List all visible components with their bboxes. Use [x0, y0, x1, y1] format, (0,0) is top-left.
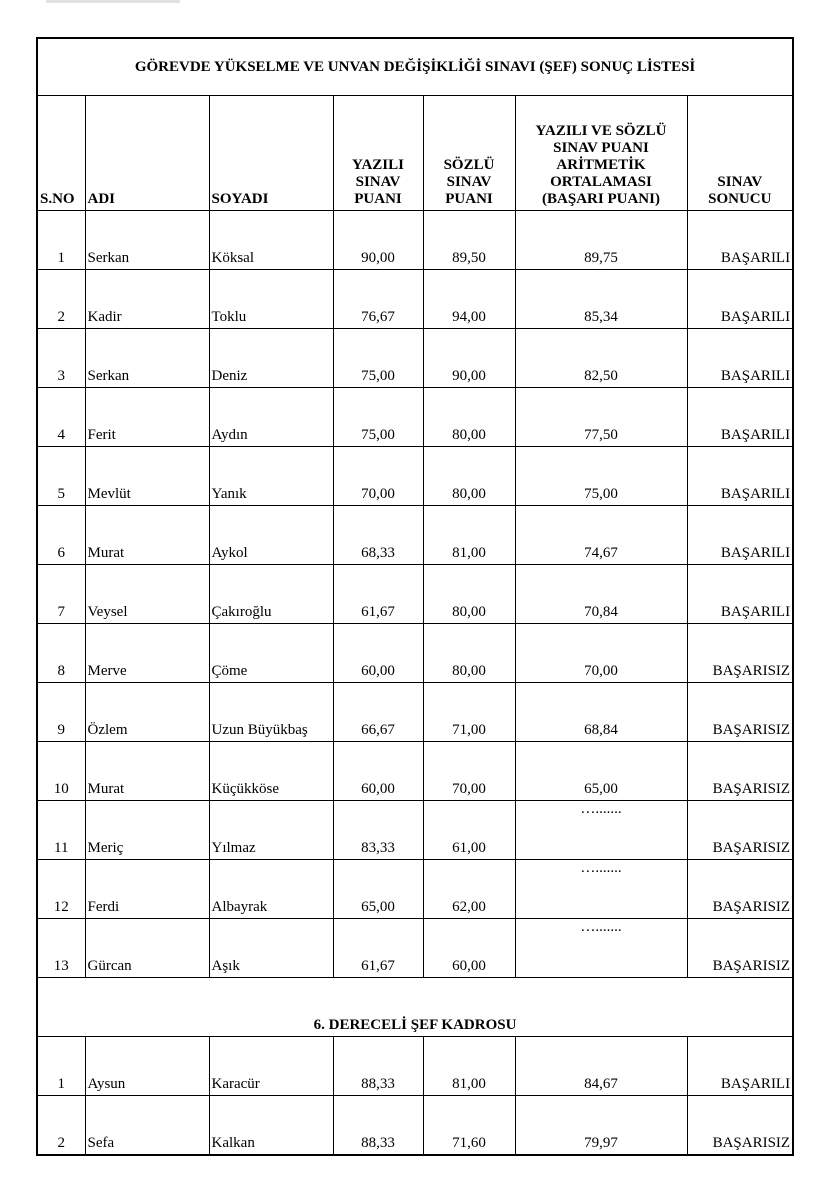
cell-soyadi: Uzun Büyükbaş: [209, 683, 333, 742]
cell-adi: Mevlüt: [85, 447, 209, 506]
header-soyadi: SOYADI: [209, 96, 333, 211]
cell-sozlu: 80,00: [423, 565, 515, 624]
scan-edge-mark: [46, 0, 180, 3]
cell-sozlu: 80,00: [423, 447, 515, 506]
header-yazili: YAZILI SINAV PUANI: [333, 96, 423, 211]
table-row: [37, 1096, 793, 1156]
cell-sonuc: BAŞARILI: [687, 329, 793, 388]
table-row: [37, 447, 793, 506]
cell-yazili: 90,00: [333, 211, 423, 270]
cell-ortalama: ….......: [515, 860, 687, 919]
table-row: [37, 860, 793, 919]
cell-adi: Özlem: [85, 683, 209, 742]
cell-sozlu: 60,00: [423, 919, 515, 978]
table-row: [37, 270, 793, 329]
cell-yazili: 60,00: [333, 624, 423, 683]
cell-ortalama: 70,84: [515, 565, 687, 624]
cell-soyadi: Toklu: [209, 270, 333, 329]
cell-yazili: 65,00: [333, 860, 423, 919]
cell-sozlu: 71,60: [423, 1096, 515, 1156]
cell-soyadi: Küçükköse: [209, 742, 333, 801]
cell-ortalama: 68,84: [515, 683, 687, 742]
cell-adi: Ferdi: [85, 860, 209, 919]
cell-ortalama: 74,67: [515, 506, 687, 565]
cell-ortalama: ….......: [515, 801, 687, 860]
cell-sonuc: BAŞARILI: [687, 211, 793, 270]
cell-sno: 1: [37, 211, 85, 270]
header-adi: ADI: [85, 96, 209, 211]
cell-sozlu: 94,00: [423, 270, 515, 329]
cell-sonuc: BAŞARISIZ: [687, 801, 793, 860]
table-row: [37, 919, 793, 978]
cell-adi: Veysel: [85, 565, 209, 624]
cell-ortalama: 82,50: [515, 329, 687, 388]
table-row: [37, 683, 793, 742]
cell-soyadi: Deniz: [209, 329, 333, 388]
cell-sonuc: BAŞARISIZ: [687, 919, 793, 978]
section-title: 6. DERECELİ ŞEF KADROSU: [37, 978, 793, 1037]
table-row: [37, 329, 793, 388]
cell-yazili: 60,00: [333, 742, 423, 801]
cell-yazili: 70,00: [333, 447, 423, 506]
cell-sozlu: 71,00: [423, 683, 515, 742]
cell-sno: 11: [37, 801, 85, 860]
cell-yazili: 88,33: [333, 1037, 423, 1096]
cell-soyadi: Aykol: [209, 506, 333, 565]
cell-ortalama: 70,00: [515, 624, 687, 683]
cell-soyadi: Köksal: [209, 211, 333, 270]
cell-adi: Murat: [85, 506, 209, 565]
cell-sonuc: BAŞARISIZ: [687, 624, 793, 683]
cell-sonuc: BAŞARILI: [687, 388, 793, 447]
table-row: [37, 565, 793, 624]
table-row: [37, 742, 793, 801]
cell-sonuc: BAŞARISIZ: [687, 860, 793, 919]
cell-sonuc: BAŞARILI: [687, 506, 793, 565]
cell-yazili: 68,33: [333, 506, 423, 565]
cell-sno: 9: [37, 683, 85, 742]
cell-yazili: 83,33: [333, 801, 423, 860]
cell-adi: Gürcan: [85, 919, 209, 978]
cell-sno: 6: [37, 506, 85, 565]
cell-sozlu: 80,00: [423, 388, 515, 447]
cell-ortalama: 77,50: [515, 388, 687, 447]
results-table: [36, 37, 794, 1156]
cell-sno: 13: [37, 919, 85, 978]
header-sno: S.NO: [37, 96, 85, 211]
cell-yazili: 61,67: [333, 919, 423, 978]
cell-adi: Serkan: [85, 211, 209, 270]
cell-sno: 2: [37, 270, 85, 329]
cell-yazili: 66,67: [333, 683, 423, 742]
cell-sozlu: 89,50: [423, 211, 515, 270]
table-row: [37, 388, 793, 447]
cell-soyadi: Karacür: [209, 1037, 333, 1096]
cell-yazili: 76,67: [333, 270, 423, 329]
table-row: [37, 801, 793, 860]
cell-adi: Merve: [85, 624, 209, 683]
cell-ortalama: ….......: [515, 919, 687, 978]
header-sozlu: SÖZLÜ SINAV PUANI: [423, 96, 515, 211]
cell-soyadi: Albayrak: [209, 860, 333, 919]
cell-adi: Meriç: [85, 801, 209, 860]
cell-ortalama: 85,34: [515, 270, 687, 329]
cell-ortalama: 84,67: [515, 1037, 687, 1096]
cell-sonuc: BAŞARISIZ: [687, 683, 793, 742]
cell-sno: 12: [37, 860, 85, 919]
cell-sozlu: 80,00: [423, 624, 515, 683]
cell-adi: Murat: [85, 742, 209, 801]
cell-sozlu: 81,00: [423, 506, 515, 565]
header-ortalama: YAZILI VE SÖZLÜ SINAV PUANI ARİTMETİK ORTALAMASI (BAŞARI PUANI): [515, 96, 687, 211]
cell-yazili: 75,00: [333, 388, 423, 447]
cell-adi: Sefa: [85, 1096, 209, 1156]
table-row: [37, 506, 793, 565]
cell-sno: 7: [37, 565, 85, 624]
cell-soyadi: Çakıroğlu: [209, 565, 333, 624]
table-row: [37, 1037, 793, 1096]
cell-sonuc: BAŞARILI: [687, 270, 793, 329]
cell-yazili: 88,33: [333, 1096, 423, 1156]
cell-sno: 3: [37, 329, 85, 388]
cell-soyadi: Aşık: [209, 919, 333, 978]
cell-yazili: 75,00: [333, 329, 423, 388]
cell-sozlu: 61,00: [423, 801, 515, 860]
cell-soyadi: Aydın: [209, 388, 333, 447]
cell-sozlu: 90,00: [423, 329, 515, 388]
cell-ortalama: 65,00: [515, 742, 687, 801]
cell-soyadi: Kalkan: [209, 1096, 333, 1156]
table-row: [37, 211, 793, 270]
cell-sonuc: BAŞARILI: [687, 1037, 793, 1096]
cell-adi: Kadir: [85, 270, 209, 329]
cell-ortalama: 89,75: [515, 211, 687, 270]
header-row: [37, 96, 793, 211]
cell-adi: Serkan: [85, 329, 209, 388]
section-row: [37, 978, 793, 1037]
cell-sno: 8: [37, 624, 85, 683]
cell-ortalama: 75,00: [515, 447, 687, 506]
table-title: GÖREVDE YÜKSELME VE UNVAN DEĞİŞİKLİĞİ SINAVI (ŞEF) SONUÇ LİSTESİ: [37, 38, 793, 96]
cell-sno: 10: [37, 742, 85, 801]
header-sonuc: SINAV SONUCU: [687, 96, 793, 211]
cell-sozlu: 62,00: [423, 860, 515, 919]
cell-sozlu: 70,00: [423, 742, 515, 801]
cell-sno: 5: [37, 447, 85, 506]
cell-adi: Ferit: [85, 388, 209, 447]
cell-sno: 2: [37, 1096, 85, 1156]
cell-sozlu: 81,00: [423, 1037, 515, 1096]
cell-sno: 4: [37, 388, 85, 447]
cell-sonuc: BAŞARILI: [687, 447, 793, 506]
cell-soyadi: Yılmaz: [209, 801, 333, 860]
cell-sonuc: BAŞARISIZ: [687, 1096, 793, 1156]
cell-yazili: 61,67: [333, 565, 423, 624]
cell-ortalama: 79,97: [515, 1096, 687, 1156]
cell-sno: 1: [37, 1037, 85, 1096]
cell-soyadi: Çöme: [209, 624, 333, 683]
cell-adi: Aysun: [85, 1037, 209, 1096]
cell-sonuc: BAŞARILI: [687, 565, 793, 624]
table-row: [37, 624, 793, 683]
cell-sonuc: BAŞARISIZ: [687, 742, 793, 801]
cell-soyadi: Yanık: [209, 447, 333, 506]
